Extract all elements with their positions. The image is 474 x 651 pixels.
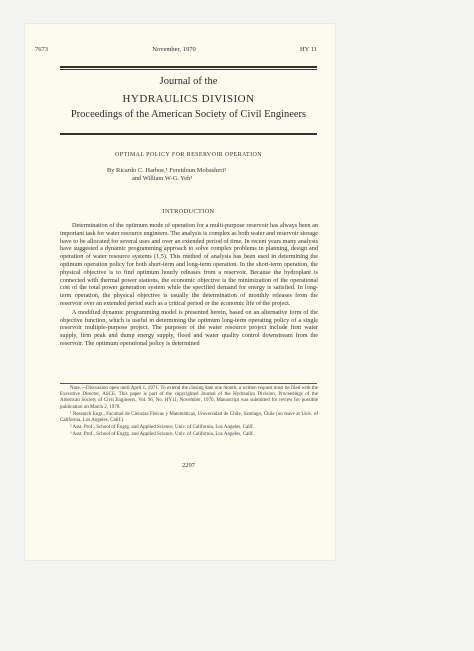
masthead-rule: [60, 133, 317, 135]
footnote-1: ¹ Research Engr., Facultad de Ciencias Físicas y Matemáticas, Universidad de Chile, Santiago, Chile (on leave at Univ. of California, Los Angeles, Calif.).: [60, 411, 318, 424]
header-rule-thin: [60, 69, 317, 70]
journal-title-line2: HYDRAULICS DIVISION: [122, 93, 255, 105]
author-list: [107, 167, 226, 183]
page-header: [35, 46, 317, 53]
footnote-2: ² Asst. Prof., School of Engrg. and Applied Science, Univ. of California, Los Angeles, Calif.: [70, 425, 254, 431]
paragraph: Determination of the optimum mode of operation for a multi-purpose reservoir has always been an important task for water resource engineers. The analysis is complex as both water and reservoir storage have to be allocated for several uses and over an extended period of time. In recent years many analysts have suggested a dynamic programming approach to solve complex problems in planning, design and operation of water resource systems (1,5). This method of analysis has been used in determining the optimum operation policy for both short-term and long-term operation. In the short-term operation, the physical objective is to find optimum hourly releases from a reservoir. Because the hydroplant is connected with thermal power stations, the economic objective is the minimization of the operational cost of the total power generation system while the specified demand for energy is satisfied. In long-term operation, the physical objective is usually the determination of monthly releases from the reservoir over an extended period such as a critical period or the economic life of the project.: [60, 222, 318, 307]
footnote-3: ³ Asst. Prof., School of Engrg. and Applied Science, Univ. of California, Los Angeles, Calif.: [70, 432, 254, 438]
footnotes: [60, 386, 318, 439]
issue-code: HY 11: [299, 46, 317, 53]
paper-title: OPTIMAL POLICY FOR RESERVOIR OPERATION: [115, 152, 262, 158]
footnote-note: Note.—Discussion open until April 1, 1971. To extend the closing date one month, a written request must be filed with the Executive Director, ASCE. This paper is part of the copyrighted Journal of the Hydraulics Division, Proceedings of the American Society of Civil Engineers, Vol. 96, No. HY11, November, 1970. Manuscript was submitted for review for possible publication on March 2, 1970.: [60, 386, 318, 410]
authors-line2: and William W-G. Yeh³: [132, 175, 193, 182]
footnote-rule: [60, 383, 317, 384]
authors-line1: By Ricardo C. Harboe,¹ Fereidoun Mobasheri²: [107, 167, 227, 174]
header-rule-thick: [60, 66, 317, 68]
paper-number: 7673: [35, 46, 48, 53]
body-text: [60, 222, 318, 348]
journal-title-line1: Journal of the: [159, 76, 218, 87]
paragraph: A modified dynamic programming model is presented herein, based on an alternative form of the objective function, which is useful in determining the optimum long-term operating policy of a single reservoir multiple-purpose project. The purposes of the water resource project include firm water supply, firm peak and dump energy supply, flood and water quality control downstream from the reservoir. The optimum operational policy is determined: [60, 308, 318, 347]
page-number: 2297: [182, 462, 195, 469]
journal-title-line3: Proceedings of the American Society of Civil Engineers: [70, 109, 307, 120]
issue-date: November, 1970: [152, 46, 196, 53]
section-heading: INTRODUCTION: [162, 208, 215, 215]
